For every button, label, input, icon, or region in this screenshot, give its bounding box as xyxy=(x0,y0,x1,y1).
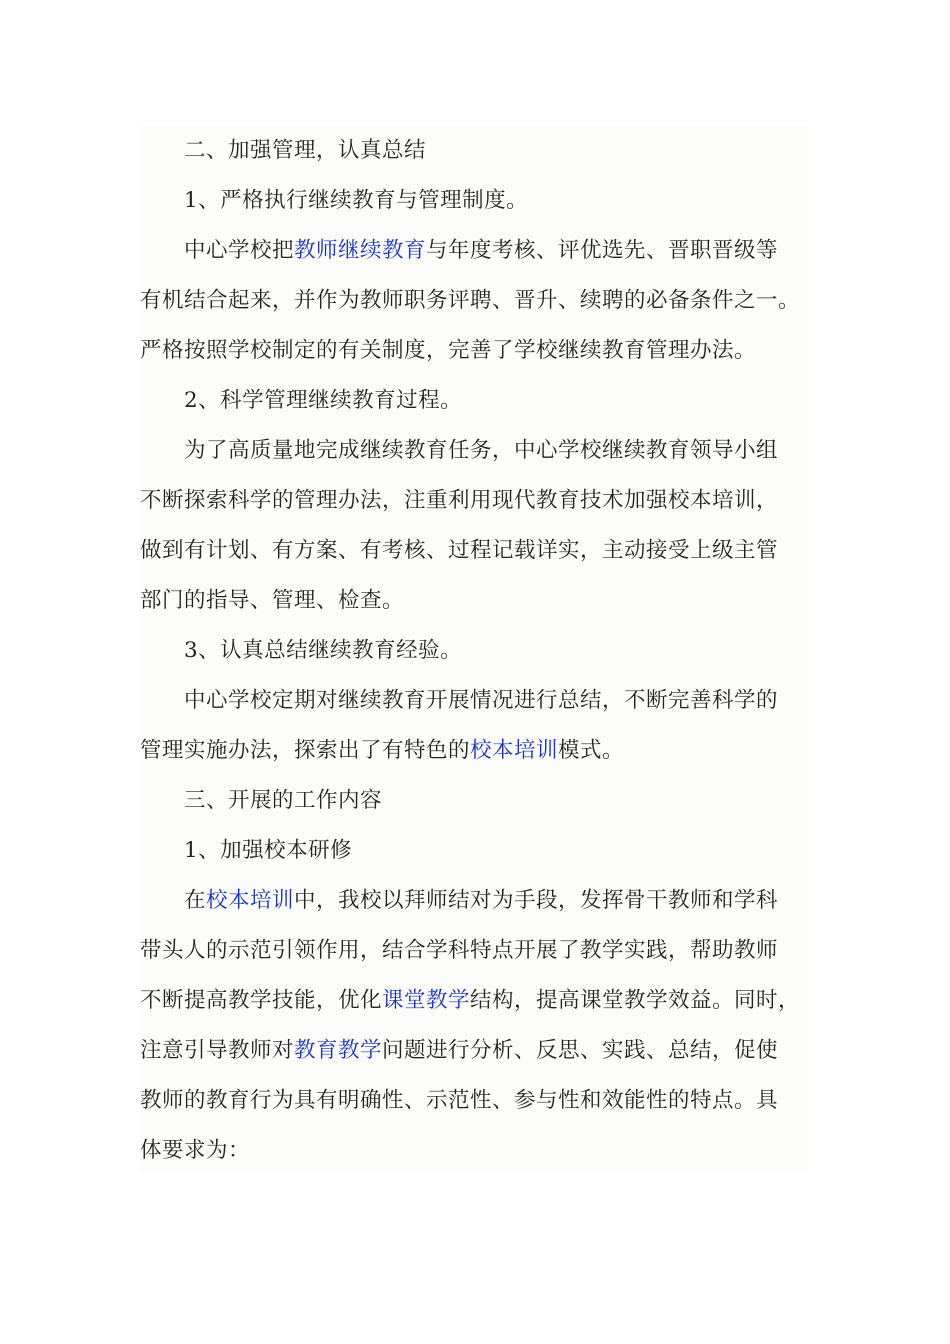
paragraph-line xyxy=(140,976,820,1026)
link-teacher-continuing-education[interactable]: 教师继续教育 xyxy=(294,238,427,263)
text-run: 2、科学管理继续教育过程。 xyxy=(184,388,463,413)
text-run: 中心学校定期对继续教育开展情况进行总结，不断完善科学的 xyxy=(184,688,779,713)
paragraph-line xyxy=(140,276,820,326)
section-heading xyxy=(140,776,864,826)
text-block xyxy=(140,126,808,1172)
text-run: 问题进行分析、反思、实践、总结，促使 xyxy=(382,1038,779,1063)
paragraph-line xyxy=(140,1076,820,1126)
paragraph-line xyxy=(140,526,820,576)
text-run: 部门的指导、管理、检查。 xyxy=(140,588,405,613)
text-run: 1、加强校本研修 xyxy=(184,838,353,863)
text-run: 体要求为： xyxy=(140,1138,251,1163)
text-run: 带头人的示范引领作用，结合学科特点开展了教学实践，帮助教师 xyxy=(140,938,779,963)
paragraph-line xyxy=(140,1126,820,1176)
paragraph-line xyxy=(140,726,820,776)
text-run: 教师的教育行为具有明确性、示范性、参与性和效能性的特点。具 xyxy=(140,1088,779,1113)
link-school-based-training[interactable]: 校本培训 xyxy=(206,888,295,913)
section-heading xyxy=(140,126,864,176)
text-run: 不断探索科学的管理办法，注重利用现代教育技术加强校本培训， xyxy=(140,488,779,513)
text-run: 做到有计划、有方案、有考核、过程记载详实，主动接受上级主管 xyxy=(140,538,779,563)
subsection-heading xyxy=(140,376,864,426)
text-run: 为了高质量地完成继续教育任务，中心学校继续教育领导小组 xyxy=(184,438,779,463)
paragraph-line xyxy=(140,426,864,476)
paragraph-line xyxy=(140,576,820,626)
text-run: 模式。 xyxy=(558,738,625,763)
text-run: 有机结合起来，并作为教师职务评聘、晋升、续聘的必备条件之一。 xyxy=(140,288,801,313)
text-run: 二、加强管理，认真总结 xyxy=(184,138,427,163)
link-education-teaching[interactable]: 教育教学 xyxy=(294,1038,383,1063)
subsection-heading xyxy=(140,626,864,676)
link-school-based-training[interactable]: 校本培训 xyxy=(470,738,559,763)
paragraph-line xyxy=(140,926,820,976)
paragraph-line xyxy=(140,876,864,926)
text-run: 严格按照学校制定的有关制度，完善了学校继续教育管理办法。 xyxy=(140,338,757,363)
text-run: 结构，提高课堂教学效益。同时， xyxy=(470,988,801,1013)
text-run: 三、开展的工作内容 xyxy=(184,788,383,813)
paragraph-line xyxy=(140,326,820,376)
paragraph-line xyxy=(140,1026,820,1076)
paragraph-line xyxy=(140,476,820,526)
link-classroom-teaching[interactable]: 课堂教学 xyxy=(382,988,471,1013)
text-run: 中，我校以拜师结对为手段，发挥骨干教师和学科 xyxy=(294,888,779,913)
text-run: 在 xyxy=(184,888,207,913)
paragraph-line xyxy=(140,676,864,726)
text-run: 不断提高教学技能，优化 xyxy=(140,988,383,1013)
text-run: 中心学校把 xyxy=(184,238,295,263)
subsection-heading xyxy=(140,826,864,876)
text-run: 注意引导教师对 xyxy=(140,1038,295,1063)
text-run: 1、严格执行继续教育与管理制度。 xyxy=(184,188,529,213)
paragraph-line xyxy=(140,226,864,276)
text-run: 管理实施办法，探索出了有特色的 xyxy=(140,738,471,763)
subsection-heading xyxy=(140,176,864,226)
text-run: 3、认真总结继续教育经验。 xyxy=(184,638,463,663)
text-run: 与年度考核、评优选先、晋职晋级等 xyxy=(426,238,779,263)
